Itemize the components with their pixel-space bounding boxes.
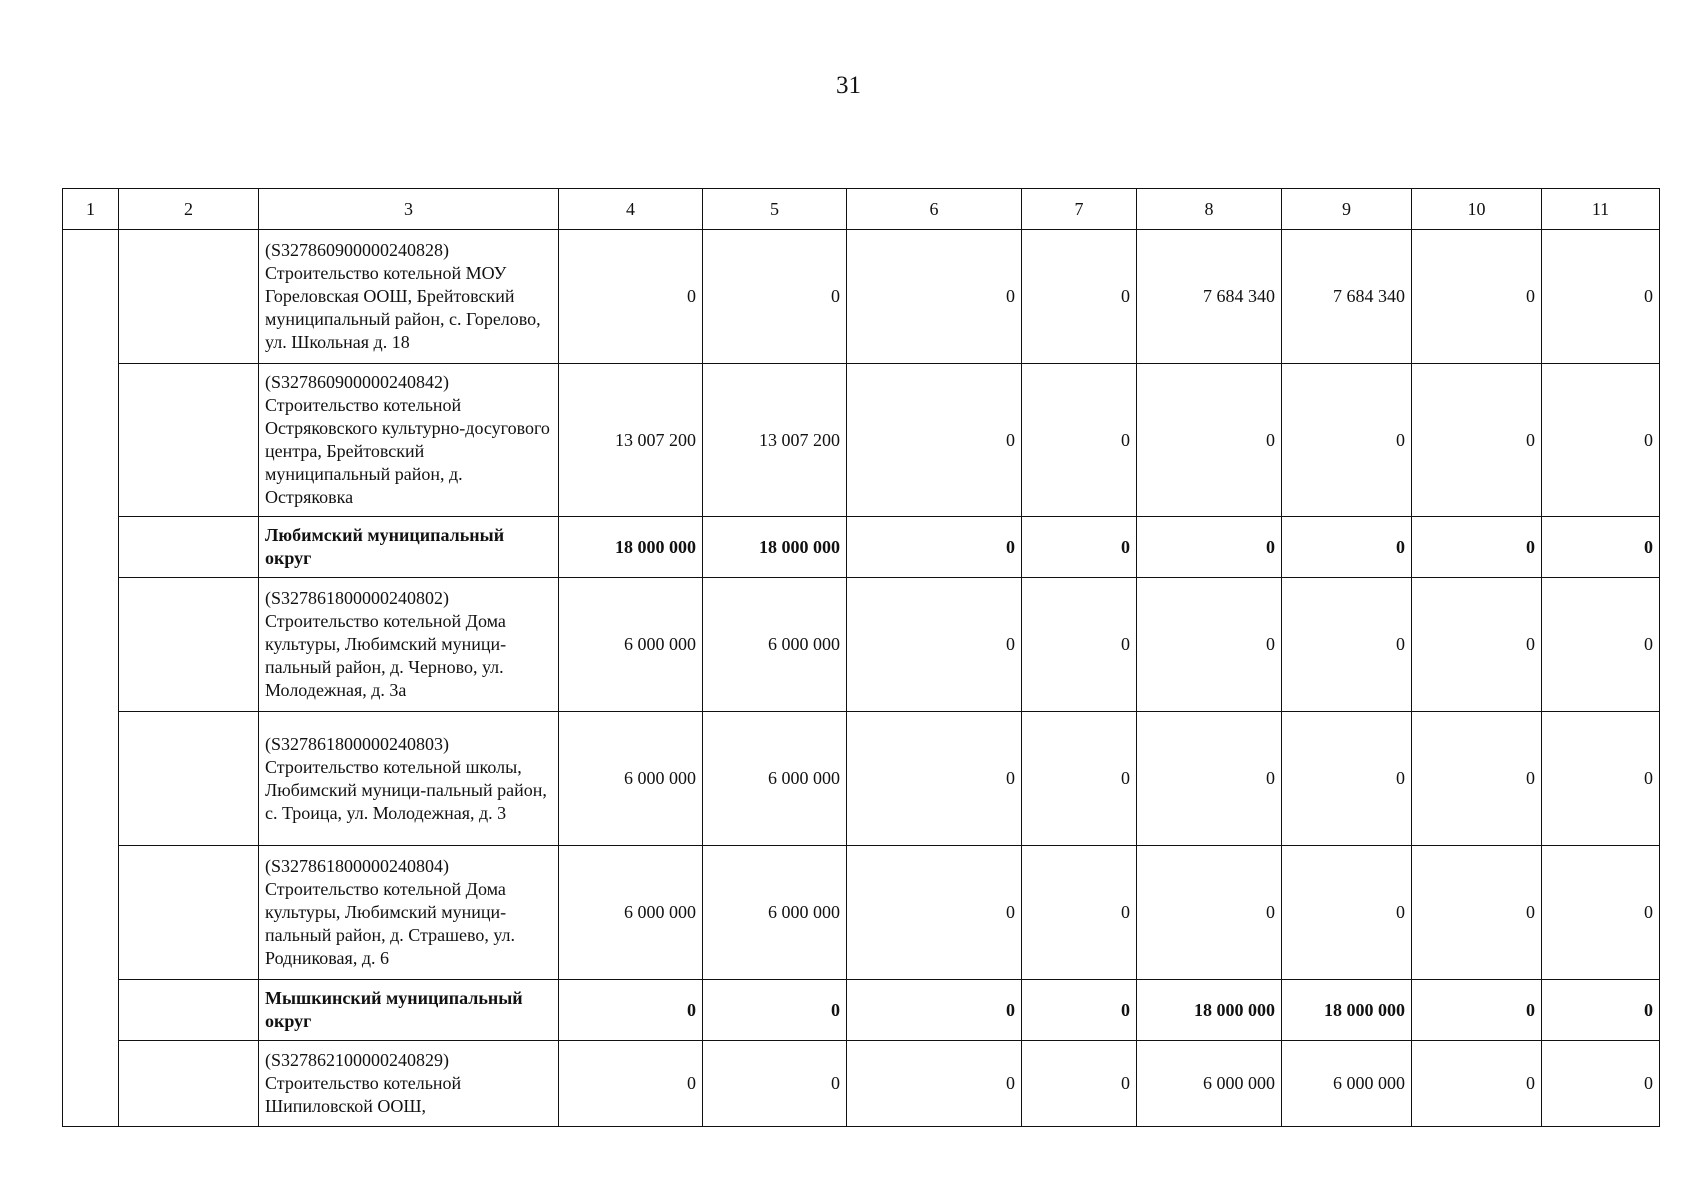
value-cell: 0 [703,230,847,364]
value-cell: 0 [1542,846,1660,980]
object-description: (S327860900000240842) Строительство котельной Остряковского культурно-досугового центра, Брейтовский муниципальный район, д. Остряковка [259,364,559,517]
value-cell: 6 000 000 [559,712,703,846]
value-cell: 0 [1412,517,1542,578]
value-cell: 18 000 000 [1282,980,1412,1041]
value-cell: 0 [703,1041,847,1127]
district-name: Любимский муниципальный округ [259,517,559,578]
table-row [63,230,1660,364]
table-header-row [63,189,1660,230]
value-cell: 0 [1542,364,1660,517]
value-cell: 0 [1412,846,1542,980]
value-cell: 0 [1282,517,1412,578]
value-cell: 0 [1412,230,1542,364]
value-cell: 6 000 000 [559,846,703,980]
column-header: 1 [63,189,119,230]
column-header: 11 [1542,189,1660,230]
value-cell: 0 [1022,230,1137,364]
table-row [63,712,1660,846]
value-cell: 0 [1022,846,1137,980]
column-header: 4 [559,189,703,230]
column-header: 8 [1137,189,1282,230]
value-cell: 0 [559,230,703,364]
object-description: (S327861800000240804) Строительство котельной Дома культуры, Любимский муници-пальный район, д. Страшево, ул. Родниковая, д. 6 [259,846,559,980]
value-cell: 0 [1137,846,1282,980]
value-cell: 0 [847,230,1022,364]
value-cell: 6 000 000 [1137,1041,1282,1127]
column-header: 6 [847,189,1022,230]
value-cell: 0 [1412,712,1542,846]
value-cell: 0 [1542,980,1660,1041]
budget-table [62,188,1660,1127]
value-cell: 13 007 200 [703,364,847,517]
col-2-cell [119,846,259,980]
value-cell: 0 [1542,712,1660,846]
value-cell: 0 [1282,712,1412,846]
value-cell: 0 [1022,517,1137,578]
value-cell: 0 [559,980,703,1041]
subtotal-row [63,517,1660,578]
page-number: 31 [836,72,861,99]
column-header: 5 [703,189,847,230]
value-cell: 0 [1542,517,1660,578]
value-cell: 0 [703,980,847,1041]
column-header: 3 [259,189,559,230]
object-description: (S327862100000240829) Строительство котельной Шипиловской ООШ, [259,1041,559,1127]
value-cell: 0 [1542,578,1660,712]
value-cell: 7 684 340 [1282,230,1412,364]
value-cell: 6 000 000 [703,846,847,980]
subtotal-row [63,980,1660,1041]
col-2-cell [119,1041,259,1127]
col-1-cell [63,230,119,1127]
object-description: (S327861800000240802) Строительство котельной Дома культуры, Любимский муници-пальный район, д. Черново, ул. Молодежная, д. 3а [259,578,559,712]
col-2-cell [119,364,259,517]
value-cell: 0 [1137,517,1282,578]
value-cell: 6 000 000 [703,712,847,846]
value-cell: 0 [1022,364,1137,517]
value-cell: 0 [1022,1041,1137,1127]
col-2-cell [119,578,259,712]
value-cell: 0 [1022,712,1137,846]
value-cell: 0 [1412,980,1542,1041]
value-cell: 13 007 200 [559,364,703,517]
table-row [63,846,1660,980]
value-cell: 0 [1137,712,1282,846]
value-cell: 0 [1412,578,1542,712]
col-2-cell [119,980,259,1041]
value-cell: 0 [847,712,1022,846]
value-cell: 0 [1542,1041,1660,1127]
value-cell: 0 [847,1041,1022,1127]
column-header: 10 [1412,189,1542,230]
value-cell: 0 [1022,578,1137,712]
table-row [63,1041,1660,1127]
object-description: (S327861800000240803) Строительство котельной школы, Любимский муници-пальный район, с. Троица, ул. Молодежная, д. 3 [259,712,559,846]
column-header: 2 [119,189,259,230]
value-cell: 6 000 000 [1282,1041,1412,1127]
value-cell: 0 [559,1041,703,1127]
table-row [63,364,1660,517]
value-cell: 0 [1137,578,1282,712]
value-cell: 0 [1282,578,1412,712]
value-cell: 0 [847,364,1022,517]
value-cell: 18 000 000 [1137,980,1282,1041]
col-2-cell [119,517,259,578]
value-cell: 18 000 000 [703,517,847,578]
value-cell: 0 [847,517,1022,578]
value-cell: 0 [1137,364,1282,517]
table-row [63,578,1660,712]
col-2-cell [119,712,259,846]
object-description: (S327860900000240828) Строительство котельной МОУ Гореловская ООШ, Брейтовский муниципальный район, с. Горелово, ул. Школьная д. 18 [259,230,559,364]
value-cell: 0 [847,980,1022,1041]
value-cell: 7 684 340 [1137,230,1282,364]
value-cell: 18 000 000 [559,517,703,578]
column-header: 9 [1282,189,1412,230]
value-cell: 0 [1412,1041,1542,1127]
value-cell: 6 000 000 [559,578,703,712]
value-cell: 0 [1282,846,1412,980]
district-name: Мышкинский муниципальный округ [259,980,559,1041]
value-cell: 0 [1412,364,1542,517]
col-2-cell [119,230,259,364]
value-cell: 0 [1022,980,1137,1041]
value-cell: 0 [847,578,1022,712]
column-header: 7 [1022,189,1137,230]
value-cell: 0 [1282,364,1412,517]
value-cell: 0 [1542,230,1660,364]
value-cell: 0 [847,846,1022,980]
value-cell: 6 000 000 [703,578,847,712]
